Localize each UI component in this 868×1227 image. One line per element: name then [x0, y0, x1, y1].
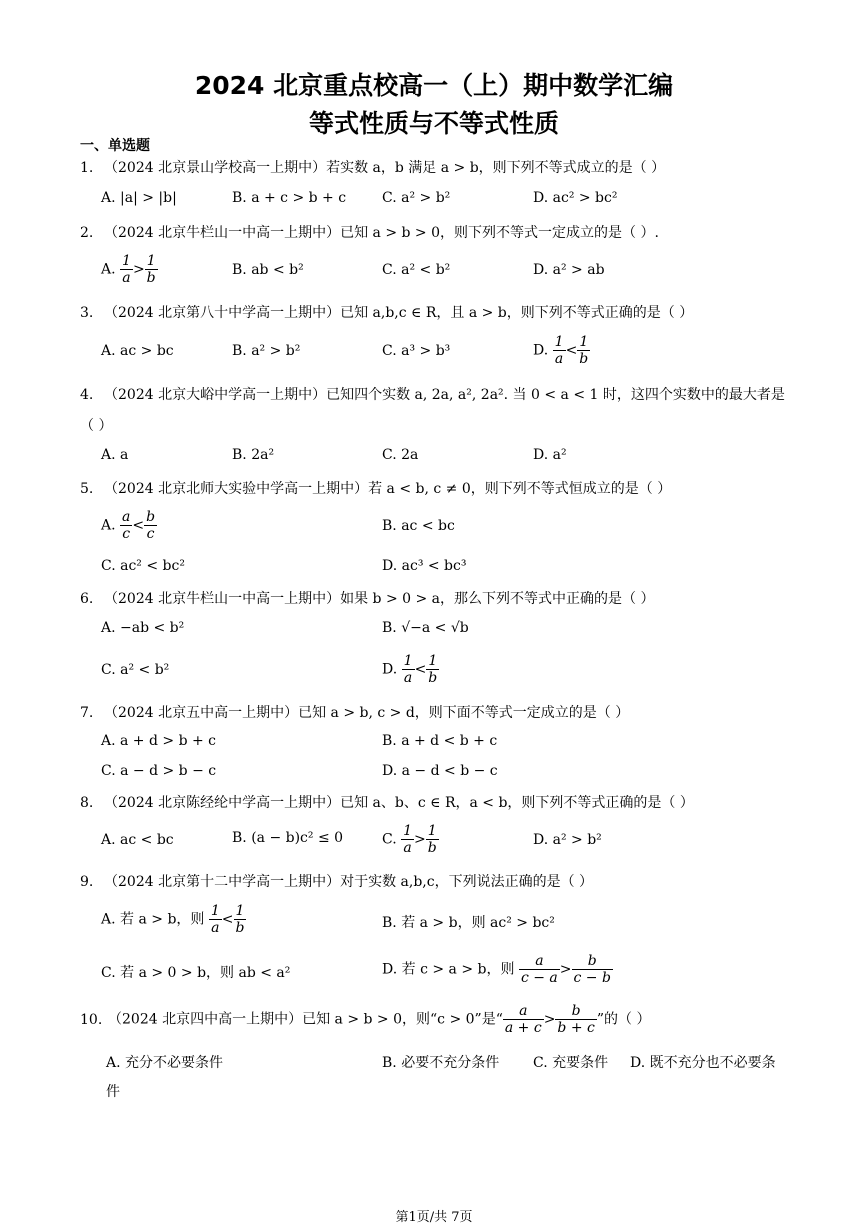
question-1: 1. （2024 北京景山学校高一上期中）若实数 a，b 满足 a > b，则下列不等式成立的是（ ）	[80, 160, 666, 176]
q7-option-b: B. a + d < b + c	[382, 733, 498, 749]
q7-option-c: C. a − d > b − c	[101, 763, 217, 779]
question-4: 4. （2024 北京大峪中学高一上期中）已知四个实数 a, 2a, a², 2a². 当 0 < a < 1 时，这四个实数中的最大者是	[80, 387, 785, 403]
q5-option-d: D. ac³ < bc³	[382, 558, 467, 574]
q10-option-d: D. 既不充分也不必要条	[630, 1055, 776, 1071]
section-heading: 一、单选题	[80, 138, 150, 154]
q9-option-d: D. 若 c > a > b，则 $\frac{a}{c - a}$ > $\frac{b}{c - b}$	[382, 953, 611, 986]
q10-option-b: B. 必要不充分条件	[382, 1055, 500, 1071]
q6-option-b: B. √−a < √b	[382, 620, 469, 636]
question-6: 6. （2024 北京牛栏山一中高一上期中）如果 b > 0 > a，那么下列不等式中正确的是（ ）	[80, 591, 655, 607]
question-4-cont: （ ）	[80, 418, 113, 434]
q9-option-a: A. 若 a > b，则 $\frac{1}{a}$ < $\frac{1}{b}$	[101, 903, 245, 936]
q6-option-d: D. $\frac{1}{a}$ < $\frac{1}{b}$	[382, 653, 438, 686]
question-9: 9. （2024 北京第十二中学高一上期中）对于实数 a,b,c，下列说法正确的是（ ）	[80, 874, 594, 890]
document-subtitle: 等式性质与不等式性质	[308, 109, 559, 138]
question-5: 5. （2024 北京北师大实验中学高一上期中）若 a < b, c ≠ 0，则下列不等式恒成立的是（ ）	[80, 481, 672, 497]
q1-option-c: C. a² > b²	[382, 190, 451, 206]
q2-option-c: C. a² < b²	[382, 262, 451, 278]
q1-option-a: A. |a| > |b|	[101, 190, 177, 206]
q4-option-a: A. a	[101, 447, 129, 463]
document-title: 2024 北京重点校高一（上）期中数学汇编	[194, 71, 674, 100]
q3-option-c: C. a³ > b³	[382, 343, 451, 359]
q7-option-a: A. a + d > b + c	[101, 733, 217, 749]
question-7: 7. （2024 北京五中高一上期中）已知 a > b, c > d，则下面不等式一定成立的是（ ）	[80, 705, 630, 721]
q8-option-c: C. $\frac{1}{a}$ > $\frac{1}{b}$	[382, 823, 437, 856]
q2-option-d: D. a² > ab	[533, 262, 605, 278]
q10-option-a: A. 充分不必要条件	[106, 1055, 224, 1071]
q10-option-d-cont: 件	[106, 1084, 120, 1100]
q3-option-d: D. $\frac{1}{a}$ < $\frac{1}{b}$	[533, 334, 589, 367]
q5-option-c: C. ac² < bc²	[101, 558, 185, 574]
q9-option-c: C. 若 a > 0 > b，则 ab < a²	[101, 965, 291, 981]
question-8: 8. （2024 北京陈经纶中学高一上期中）已知 a、b、c ∈ R，a < b，则下列不等式正确的是（ ）	[80, 795, 694, 811]
q9-option-b: B. 若 a > b，则 ac² > bc²	[382, 915, 555, 931]
q8-option-d: D. a² > b²	[533, 832, 602, 848]
question-2: 2. （2024 北京牛栏山一中高一上期中）已知 a > b > 0，则下列不等式一定成立的是（ ）.	[80, 225, 659, 241]
q5-option-a: A. $\frac{a}{c}$ < $\frac{b}{c}$	[101, 509, 156, 542]
q1-option-b: B. a + c > b + c	[232, 190, 347, 206]
page-footer: 第1页/共 7页	[395, 1210, 473, 1225]
q6-option-c: C. a² < b²	[101, 662, 170, 678]
q3-option-b: B. a² > b²	[232, 343, 301, 359]
q3-option-a: A. ac > bc	[101, 343, 174, 359]
q10-option-c: C. 充要条件	[533, 1055, 609, 1071]
q8-option-a: A. ac < bc	[101, 832, 174, 848]
q6-option-a: A. −ab < b²	[101, 620, 185, 636]
q4-option-c: C. 2a	[382, 447, 419, 463]
q1-option-d: D. ac² > bc²	[533, 190, 618, 206]
q4-option-d: D. a²	[533, 447, 567, 463]
q2-option-b: B. ab < b²	[232, 262, 304, 278]
q4-option-b: B. 2a²	[232, 447, 275, 463]
q2-option-a: A. $\frac{1}{a}$ > $\frac{1}{b}$	[101, 253, 156, 286]
q8-option-b: B. (a − b)c² ≤ 0	[232, 830, 344, 846]
q5-option-b: B. ac < bc	[382, 518, 455, 534]
q7-option-d: D. a − d < b − c	[382, 763, 498, 779]
question-10: 10. （2024 北京四中高一上期中）已知 a > b > 0，则“c > 0”是“ $\frac{a}{a + c}$ > $\frac{b}{b + c}$ ”的（ ）	[80, 1003, 651, 1036]
question-3: 3. （2024 北京第八十中学高一上期中）已知 a,b,c ∈ R，且 a > b，则下列不等式正确的是（ ）	[80, 305, 694, 321]
